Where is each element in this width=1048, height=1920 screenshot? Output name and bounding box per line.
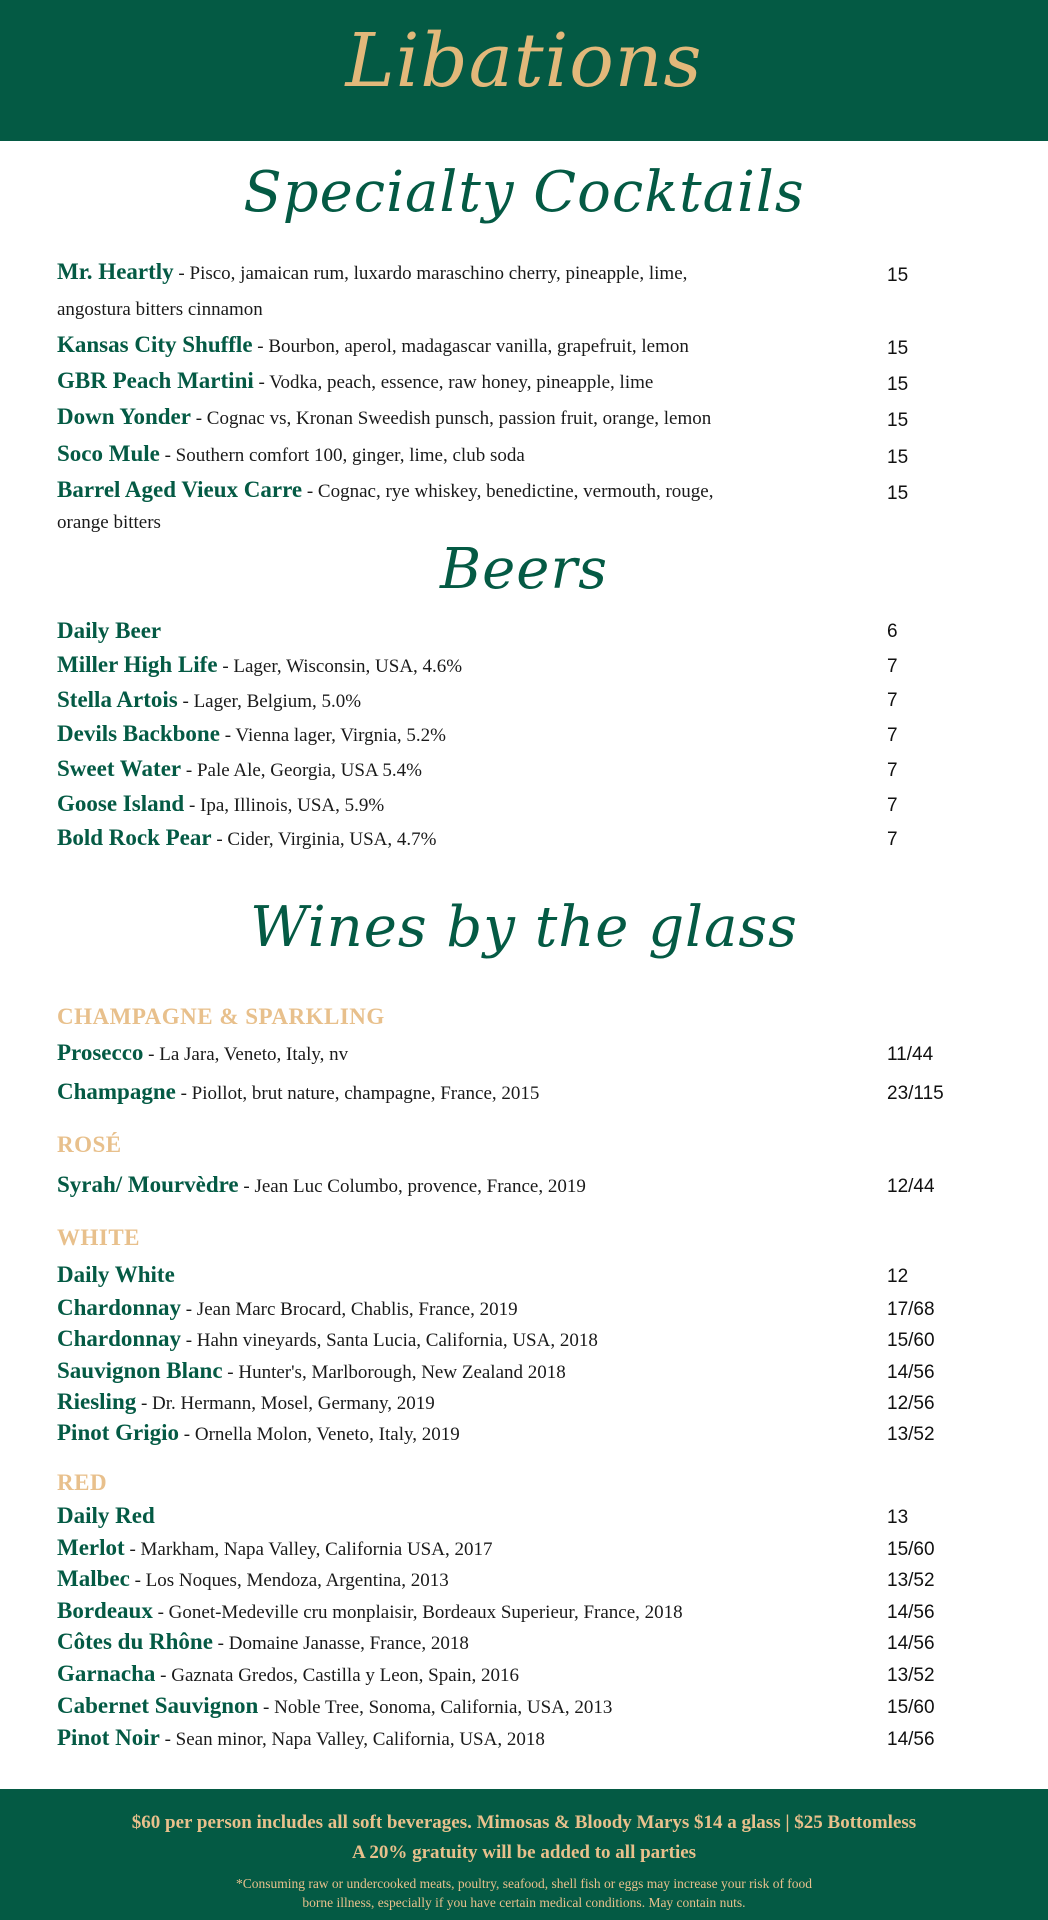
item-description: - Hunter's, Marlborough, New Zealand 2018 [222, 1362, 566, 1383]
item-price: 7 [887, 760, 898, 781]
item-price: 7 [887, 690, 898, 711]
item-description: - Gaznata Gredos, Castilla y Leon, Spain, 2016 [155, 1665, 519, 1686]
item-price: 15/60 [887, 1330, 935, 1351]
item-name: Daily Red [57, 1503, 155, 1528]
item-name: Prosecco [57, 1040, 144, 1065]
item-name: Sweet Water [57, 756, 182, 781]
item-name: Chardonnay [57, 1326, 181, 1351]
menu-item [57, 653, 797, 676]
item-description: - Noble Tree, Sonoma, California, USA, 2013 [258, 1697, 613, 1718]
item-description: - Lager, Belgium, 5.0% [177, 691, 362, 712]
item-price: 13 [887, 1507, 909, 1528]
menu-item [57, 369, 797, 392]
item-price: 17/68 [887, 1299, 935, 1320]
category-heading-rose: ROSÉ [57, 1132, 122, 1157]
item-name: Daily Beer [57, 618, 162, 643]
item-price: 7 [887, 795, 898, 816]
item-price: 15 [887, 483, 909, 504]
item-price: 15 [887, 338, 909, 359]
menu-item [57, 1662, 797, 1685]
item-description: - Ipa, Illinois, USA, 5.9% [184, 795, 385, 816]
menu-item [57, 1726, 797, 1749]
item-description: - Dr. Hermann, Mosel, Germany, 2019 [136, 1393, 435, 1414]
item-price: 15 [887, 374, 909, 395]
item-description: - Gonet-Medeville cru monplaisir, Bordeaux Superieur, France, 2018 [152, 1602, 683, 1623]
menu-item-continued [57, 513, 797, 532]
item-description: angostura bitters cinnamon [57, 299, 263, 320]
menu-item [57, 405, 797, 428]
menu-item [57, 1359, 797, 1382]
menu-item [57, 1536, 797, 1559]
item-description: - Cider, Virginia, USA, 4.7% [211, 829, 437, 850]
item-name: Côtes du Rhône [57, 1629, 213, 1654]
item-description: - Cognac vs, Kronan Sweedish punsch, passion fruit, orange, lemon [190, 408, 712, 429]
item-price: 15 [887, 410, 909, 431]
item-name: Sauvignon Blanc [57, 1358, 223, 1383]
footer-health-disclaimer: *Consuming raw or undercooked meats, poultry, seafood, shell fish or eggs may increase your risk of food [235, 1876, 813, 1891]
item-name: Champagne [57, 1079, 176, 1104]
item-description: - Sean minor, Napa Valley, California, USA, 2018 [159, 1729, 545, 1750]
item-description: - Los Noques, Mendoza, Argentina, 2013 [129, 1570, 449, 1591]
item-description: - Vodka, peach, essence, raw honey, pineapple, lime [253, 372, 654, 393]
item-name: Chardonnay [57, 1295, 181, 1320]
item-name: Miller High Life [57, 652, 218, 677]
item-name: Soco Mule [57, 441, 160, 466]
menu-item [57, 757, 797, 780]
item-name: Merlot [57, 1535, 125, 1560]
item-name: Bordeaux [57, 1598, 153, 1623]
menu-item [57, 1173, 797, 1196]
menu-item [57, 478, 797, 501]
item-price: 15/60 [887, 1539, 935, 1560]
section-title-cocktails: Specialty Cocktails [243, 160, 805, 225]
menu-item [57, 1694, 797, 1717]
section-title-wines: Wines by the glass [250, 895, 798, 960]
menu-item [57, 1080, 797, 1103]
footer-gratuity-note: A 20% gratuity will be added to all parties [351, 1842, 697, 1863]
item-name: Goose Island [57, 791, 185, 816]
item-price: 7 [887, 656, 898, 677]
item-name: Bold Rock Pear [57, 825, 212, 850]
item-price: 14/56 [887, 1729, 935, 1750]
item-price: 15 [887, 265, 909, 286]
item-description: - Ornella Molon, Veneto, Italy, 2019 [179, 1424, 460, 1445]
item-name: Riesling [57, 1389, 137, 1414]
item-description: - Pisco, jamaican rum, luxardo maraschino cherry, pineapple, lime, [173, 263, 688, 284]
item-name: Daily White [57, 1262, 175, 1287]
menu-item [57, 619, 797, 642]
item-name: Pinot Grigio [57, 1420, 180, 1445]
item-description: - Lager, Wisconsin, USA, 4.6% [217, 656, 463, 677]
menu-item [57, 1390, 797, 1413]
item-description: - Piollot, brut nature, champagne, France, 2015 [175, 1083, 540, 1104]
item-description: orange bitters [57, 512, 161, 533]
item-price: 12 [887, 1266, 909, 1287]
menu-item [57, 1599, 797, 1622]
menu-item [57, 333, 797, 356]
item-name: Mr. Heartly [57, 259, 174, 284]
menu-item [57, 1504, 797, 1527]
item-description: - Bourbon, aperol, madagascar vanilla, grapefruit, lemon [252, 336, 689, 357]
category-heading-sparkling: CHAMPAGNE & SPARKLING [57, 1004, 385, 1029]
menu-item [57, 1630, 797, 1653]
item-price: 15/60 [887, 1697, 935, 1718]
menu-item [57, 688, 797, 711]
menu-item [57, 1327, 797, 1350]
menu-item [57, 826, 797, 849]
item-name: Malbec [57, 1566, 130, 1591]
item-price: 13/52 [887, 1570, 935, 1591]
item-description: - Vienna lager, Virgnia, 5.2% [219, 725, 446, 746]
menu-item [57, 1263, 797, 1286]
menu-item [57, 260, 797, 283]
item-price: 12/44 [887, 1176, 935, 1197]
item-price: 6 [887, 621, 898, 642]
menu-item [57, 792, 797, 815]
item-price: 7 [887, 725, 898, 746]
item-description: - Jean Luc Columbo, provence, France, 2019 [238, 1176, 586, 1197]
menu-item [57, 442, 797, 465]
item-price: 15 [887, 447, 909, 468]
footer-brunch-pricing: $60 per person includes all soft beverages. Mimosas & Bloody Marys $14 a glass | $25 Bottomless [131, 1812, 917, 1833]
item-price: 14/56 [887, 1602, 935, 1623]
item-name: GBR Peach Martini [57, 368, 254, 393]
item-price: 23/115 [887, 1083, 944, 1104]
item-description: - Jean Marc Brocard, Chablis, France, 2019 [180, 1299, 518, 1320]
item-name: Cabernet Sauvignon [57, 1693, 259, 1718]
item-description: - Southern comfort 100, ginger, lime, club soda [159, 445, 525, 466]
item-name: Pinot Noir [57, 1725, 160, 1750]
menu-item [57, 1567, 797, 1590]
category-heading-red: RED [57, 1470, 108, 1495]
item-description: - Markham, Napa Valley, California USA, 2017 [124, 1539, 493, 1560]
item-name: Syrah/ Mourvèdre [57, 1172, 239, 1197]
item-price: 7 [887, 829, 898, 850]
item-price: 13/52 [887, 1424, 935, 1445]
item-price: 14/56 [887, 1362, 935, 1383]
item-description: - Pale Ale, Georgia, USA 5.4% [181, 760, 422, 781]
item-name: Barrel Aged Vieux Carre [57, 477, 303, 502]
item-name: Down Yonder [57, 404, 191, 429]
item-description: - Hahn vineyards, Santa Lucia, California, USA, 2018 [180, 1330, 598, 1351]
item-price: 13/52 [887, 1665, 935, 1686]
item-name: Devils Backbone [57, 721, 220, 746]
item-name: Garnacha [57, 1661, 156, 1686]
page-title: Libations [345, 18, 703, 104]
section-title-beers: Beers [440, 537, 608, 602]
item-name: Stella Artois [57, 687, 178, 712]
item-price: 14/56 [887, 1633, 935, 1654]
item-price: 12/56 [887, 1393, 935, 1414]
item-name: Kansas City Shuffle [57, 332, 253, 357]
item-description: - Domaine Janasse, France, 2018 [212, 1633, 469, 1654]
menu-item-continued [57, 300, 797, 319]
menu-item [57, 1041, 797, 1064]
category-heading-white: WHITE [57, 1225, 141, 1250]
item-price: 11/44 [887, 1044, 934, 1065]
item-description: - Cognac, rye whiskey, benedictine, vermouth, rouge, [302, 481, 714, 502]
menu-item [57, 722, 797, 745]
menu-item [57, 1421, 797, 1444]
footer-health-disclaimer-continued: borne illness, especially if you have certain medical conditions. May contain nuts. [302, 1895, 746, 1910]
item-description: - La Jara, Veneto, Italy, nv [143, 1044, 349, 1065]
menu-item [57, 1296, 797, 1319]
